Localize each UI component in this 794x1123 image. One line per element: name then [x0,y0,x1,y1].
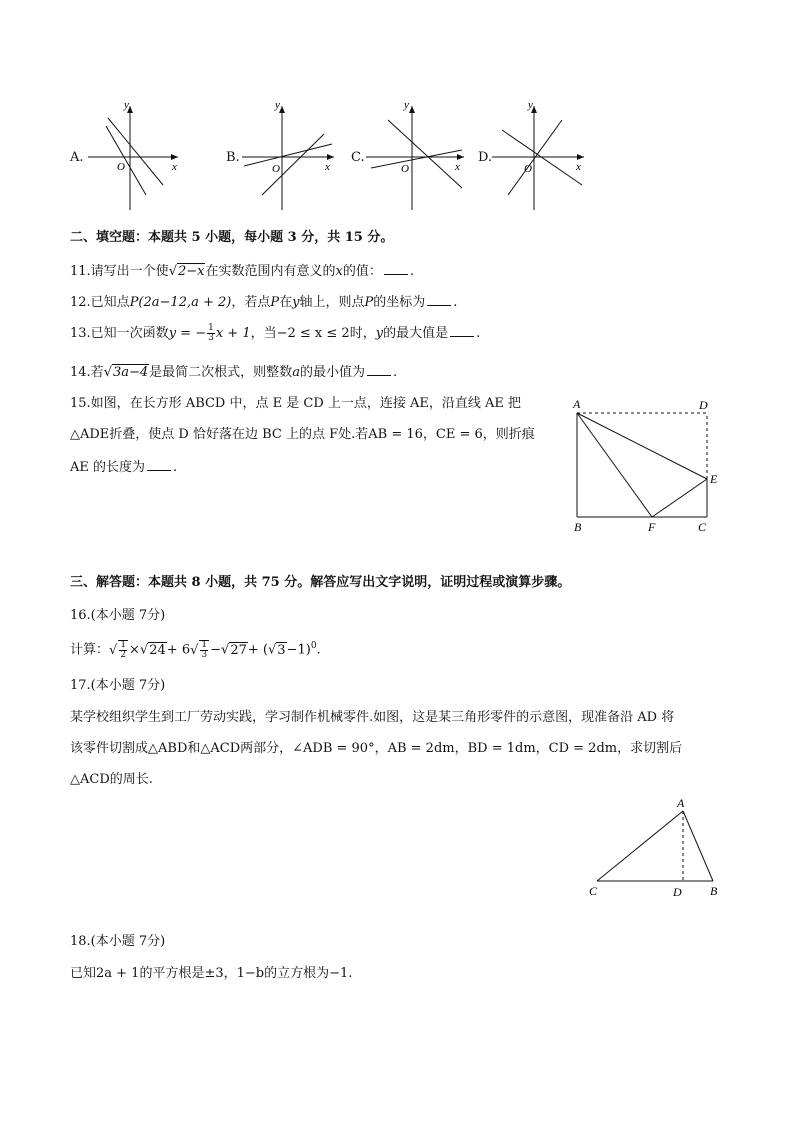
question-18-title: 18.(本小题 7分) [70,934,166,949]
q16-exponent: 0 [310,641,317,652]
q11-var: x [335,264,343,279]
option-b-x-label: x [325,161,330,173]
q16-plus: + ( [247,642,268,658]
q12-text-b: ，若点 [231,295,271,310]
question-16-expression [70,640,321,660]
option-c-graph [366,100,476,212]
q14-text-c: 的最小值为 [299,365,365,380]
q16-frac-1 [118,640,128,660]
q12-p1: P [270,295,280,310]
q16-sqrt-frac-2: √ $\frac{1}{3}$ [190,640,208,660]
q17-label-b: B [710,884,718,898]
q11-text-a: 11.请写出一个使 [70,264,169,279]
q12-p2: P [364,295,374,310]
q17-label-c: C [589,884,598,898]
q12-end: . [453,295,458,310]
option-b-label: B. [226,150,240,165]
q16-rad27: 27 [230,642,247,658]
option-a-label: A. [70,150,84,165]
q14-sqrt: √3a−4 [103,365,149,380]
question-13 [70,324,480,343]
q14-text-a: 14.若 [70,365,104,380]
option-d-origin-label: O [524,163,532,175]
q12-point: P(2a−12,a + 2) [129,295,232,310]
option-d-graph [492,100,598,212]
q13-text-b: ，当 [250,326,277,341]
option-a-origin-label: O [117,161,125,173]
option-c-origin-label: O [401,163,409,175]
q13-text-d: 的最大值是 [383,326,449,341]
q11-radicand: 2−x [177,264,205,279]
option-c-y-label: y [404,100,409,111]
q13-fraction [207,324,215,343]
q16-sqrt-24: √24 [139,642,166,658]
question-11 [70,262,414,280]
q13-range: −2 ≤ x ≤ 2 [276,326,350,341]
q12-answer-blank[interactable] [427,293,451,306]
q14-var: a [292,365,300,380]
q16-plus6: + 6 [166,642,191,658]
q11-text-b: 在实数范围内有意义的 [205,264,336,279]
q13-fn-right: x + 1 [215,326,251,341]
option-c-label: C. [351,150,365,165]
q17-label-d: D [673,885,682,899]
q12-var: y [292,295,300,310]
question-15-line-2: △ADE折叠，使点 D 恰好落在边 BC 上的点 F处.若AB = 16，CE = 6，则折痕 [70,427,535,442]
q16-sqrt-27: √27 [221,642,247,658]
question-17-title: 17.(本小题 7分) [70,678,166,693]
q15-rectangle-figure [565,395,725,540]
q13-text-a: 13.已知一次函数 [70,326,169,341]
q16-minus: − [210,642,222,658]
option-c-x-label: x [455,161,460,173]
option-d-label: D. [478,150,493,165]
q15-answer-blank[interactable] [147,458,171,471]
q16-rad24: 24 [149,642,166,658]
q14-radicand: 3a−4 [112,365,149,380]
q16-prefix: 计算： [70,642,110,658]
q14-answer-blank[interactable] [367,363,391,376]
question-18-line-1: 已知2a + 1的平方根是±3，1−b的立方根为−1. [70,966,353,981]
q15-label-e: E [710,472,718,486]
section2-heading: 二、填空题：本题共 5 小题，每小题 3 分，共 15 分。 [70,230,394,245]
q15-label-f: F [648,520,656,534]
q12-text-d: 轴上，则点 [299,295,365,310]
q16-times: × [129,642,140,658]
question-15-line-1: 15.如图，在长方形 ABCD 中，点 E 是 CD 上一点，连接 AE，沿直线 AE 把 [70,396,522,411]
option-a-graph [88,100,210,212]
q15-end: . [173,460,178,475]
q11-end: . [409,264,414,279]
question-17-line-2: 该零件切割成△ABD和△ACD两部分，∠ADB = 90°，AB = 2dm，BD = 1dm，CD = 2dm，求切割后 [70,741,683,756]
option-b-graph [242,100,342,212]
q17-triangle-figure [585,795,725,905]
question-17-line-1: 某学校组织学生到工厂劳动实践，学习制作机械零件.如图，这是某三角形零件的示意图，现准备沿 AD 将 [70,710,675,725]
q15-label-c: C [698,520,707,534]
option-a-y-label: y [124,100,129,111]
q15-label-b: B [574,520,582,534]
q16-frac-2 [199,640,209,660]
q11-sqrt: √2−x [168,264,205,279]
q13-text-c: 时， [349,326,376,341]
q16-end: . [316,642,321,658]
question-16-title: 16.(本小题 7分) [70,608,166,623]
q16-rad3: 3 [277,642,286,658]
q15-text-a: AE 的长度为 [70,460,146,475]
q13-frac-num: 1 [208,323,214,333]
q16-f1-den: 2 [120,650,127,660]
option-graphs-row [60,100,600,215]
q16-sqrt-frac-1: √ $\frac{1}{2}$ [109,640,127,660]
question-15-line-3 [70,458,177,476]
q13-end: . [476,326,481,341]
q11-text-c: 的值： [342,264,382,279]
question-12 [70,293,457,311]
q13-answer-blank[interactable] [450,324,474,337]
q17-label-a: A [677,796,685,810]
q12-text-a: 12.已知点 [70,295,130,310]
q12-text-c: 在 [279,295,293,310]
q11-answer-blank[interactable] [384,262,408,275]
question-17-line-3: △ACD的周长. [70,772,153,787]
q16-tail: −1) [286,642,311,658]
option-b-y-label: y [275,100,280,111]
q13-var: y [375,326,384,341]
q16-f2-num: 1 [201,640,208,650]
q12-text-e: 的坐标为 [373,295,426,310]
option-b-origin-label: O [272,163,280,175]
option-d-y-label: y [528,100,533,111]
q13-fn-left: y = − [168,326,207,341]
q15-label-a: A [573,397,581,411]
option-a-x-label: x [172,161,177,173]
question-14 [70,363,397,381]
section3-heading: 三、解答题：本题共 8 小题，共 75 分。解答应写出文字说明，证明过程或演算步骤。 [70,575,571,590]
q16-f1-num: 1 [120,640,127,650]
q16-sqrt-3: √3 [267,642,286,658]
option-d-x-label: x [576,161,581,173]
q16-f2-den: 3 [201,650,208,660]
q14-end: . [392,365,398,380]
q13-frac-den: 3 [208,333,214,343]
q15-label-d: D [699,398,708,412]
q14-text-b: 是最简二次根式，则整数 [149,365,293,380]
